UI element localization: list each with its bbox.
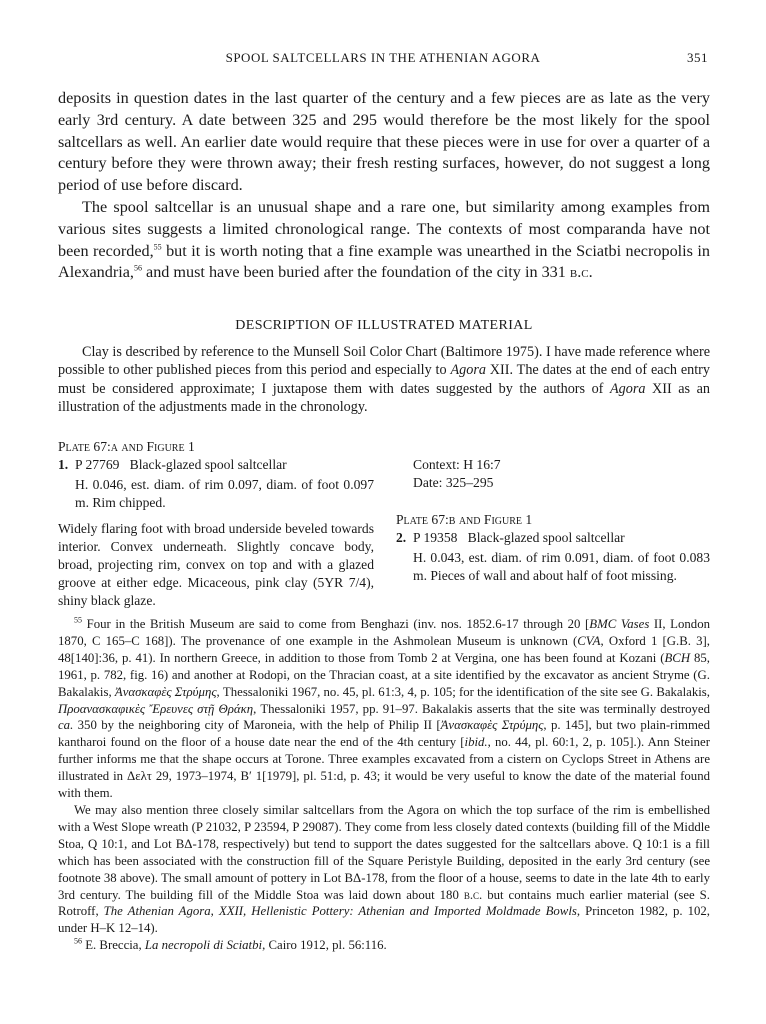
entry-dimensions-1: H. 0.046, est. diam. of rim 0.097, diam. of foot 0.097 m. Rim chipped. <box>75 477 374 510</box>
fn55-t6: , Thessaloniki 1957, pp. 91–97. Bakalakis asserts that the site was terminally destroyed <box>253 701 710 716</box>
paragraph-1: deposits in question dates in the last quarter of the century and a few pieces are as late as the very early 3rd century. A date between 325 and 295 would therefore be the most likely for the spool saltcellars as well. An earlier date would require that these pieces were in use for over a quarter of a century before they were thrown away; their fresh resting surfaces, however, do not suggest a long period of use before discard. <box>58 89 710 195</box>
footnotes <box>58 616 710 954</box>
fn-para2-bc: b.c. <box>463 887 483 902</box>
fn-para2-book: The Athenian Agora, XXII, Hellenistic Pottery: Athenian and Imported Moldmade Bowls <box>103 904 577 919</box>
fn55-t9: , no. 44, pl. 60:1, 2, p. 105].). Ann Steiner further informs me that the shape occurs at Torone. Three examples excavated from a cistern on Cyclops Street in Athens are illustrated in Δελτ 29, 1973–1974, Βʹ 1[1979], pl. 51:d, p. 43; it would be very useful to know the date of the material found with them. <box>58 735 710 801</box>
intro-text-a: Clay is described by reference to the Munsell Soil Color Chart (Baltimore 1975). I have made reference where possible to other published pieces from this period and especially to <box>58 344 710 379</box>
page-number: 351 <box>687 50 708 65</box>
fn55-t3: , Oxford 1 [G.B. 3], 48[140]:36, p. 41). In northern Greece, in addition to those from Tomb 2 at Vergina, one has been found at Kozani ( <box>58 633 710 665</box>
fn55-t8: , p. 145], but two plain-rimmed kantharoi found on the floor of a house date near the end of the 4th century [ <box>58 718 710 750</box>
fn55-t7: 350 by the neighboring city of Maroneia, with the help of Philip II [ <box>73 718 441 733</box>
fn55-greek-3: Ἀνασκαφὲς Στρύμης <box>440 718 544 733</box>
intro-agora-italic: Agora <box>450 362 486 379</box>
fn55-t4: 85, 1961, p. 782, fig. 16) and another at Rodopi, on the Thracian coast, at a site identified by the excavator as ancient Stryme (G. Bakalakis, <box>58 650 710 699</box>
footnote-ref-56[interactable]: 56 <box>133 263 142 273</box>
entry-heading-2 <box>396 529 710 547</box>
footnote-ref-55[interactable]: 55 <box>153 242 162 252</box>
plate-reference-1: Plate 67:a and Figure 1 <box>58 439 195 454</box>
footnote-55 <box>58 616 710 802</box>
catalogue-column-right <box>396 456 710 585</box>
entry-description-1: Widely flaring foot with broad underside beveled towards interior. Convex underneath. Slightly concave body, broad, projecting rim, convex on top and with a glazed groove at either edge. Micaceous, pink clay (5YR 7/4), shiny black glaze. <box>58 521 374 608</box>
section-intro <box>58 343 710 417</box>
fn-para2-t2: but contains much earlier material (see S. Rotroff, <box>58 887 710 919</box>
entry-title-1: Black-glazed spool saltcellar <box>129 457 287 472</box>
fn55-bch: BCH <box>664 650 691 665</box>
fn56-title: La necropoli di Sciatbi <box>144 938 263 953</box>
catalogue-entry-1 <box>58 438 374 610</box>
plate-reference-2: Plate 67:b and Figure 1 <box>396 512 533 527</box>
fn55-t5: , Thessaloniki 1967, no. 45, pl. 61:3, 4, p. 105; for the identification of the site see G. Bakalakis, <box>216 684 710 699</box>
entry-id-1: P 27769 <box>75 457 120 472</box>
intro-text-c: XII as an illustration of the adjustments made in the chronology. <box>58 380 711 416</box>
entry-dimensions-2: H. 0.043, est. diam. of rim 0.091, diam. of foot 0.083 m. Pieces of wall and about half of foot missing. <box>413 550 710 583</box>
paragraph-2-text-c: and must have been buried after the foundation of the city in 331 <box>141 263 570 282</box>
entry-number-1: 1. <box>58 457 69 472</box>
paragraph-2-text-b: but it is worth noting that a fine example was unearthed in the Sciatbi necropolis in Alexandria, <box>58 241 710 282</box>
fn56-t1: E. Breccia, <box>82 938 145 953</box>
footnote-55-continued <box>58 802 710 937</box>
footnote-mark-55: 55 <box>74 615 82 625</box>
bc-abbrev: b.c. <box>569 263 593 282</box>
fn55-bmc: BMC Vases <box>589 617 650 631</box>
entry-number-2: 2. <box>396 530 407 545</box>
intro-text-b: XII. The dates at the end of each entry must be considered approximate; I juxtapose them with dates suggested by the authors of <box>58 362 710 397</box>
footnote-mark-56: 56 <box>74 936 82 946</box>
fn55-ca: ca. <box>58 718 74 733</box>
entry-date-1: Date: 325–295 <box>413 475 494 490</box>
entry-id-2: P 19358 <box>413 530 458 545</box>
fn55-greek-1: Ἀνασκαφὲς Στρύμης <box>114 684 217 699</box>
fn55-ibid: ibid. <box>464 735 488 750</box>
intro-paragraph <box>58 343 710 417</box>
main-text <box>58 88 710 284</box>
entry-context-1: Context: H 16:7 <box>413 457 501 472</box>
running-title: SPOOL SALTCELLARS IN THE ATHENIAN AGORA <box>225 50 541 65</box>
entry-title-2: Black-glazed spool saltcellar <box>467 530 625 545</box>
fn55-greek-2: Προανασκαφικὲς Ἔρευνες στῇ Θράκη <box>58 701 254 716</box>
paragraph-2 <box>58 197 710 284</box>
running-header <box>58 50 708 70</box>
fn56-t2: , Cairo 1912, pl. 56:116. <box>262 938 387 953</box>
footnote-56 <box>58 937 710 954</box>
fn55-t2: II, London 1870, C 165–C 168]). The provenance of one example in the Ashmolean Museum is unknown ( <box>58 617 710 648</box>
fn-para2-t1: We may also mention three closely similar saltcellars from the Agora on which the top surface of the rim is embellished with a West Slope wreath (P 21032, P 23594, P 29087). They come from less closely dated contexts (building fill of the Middle Stoa, Q 10:1, and Lot BΔ-178, respectively) but tend to support the dates suggested for the saltcellars above. Q 10:1 is a fill which has been associated with the construction fill of the Square Peristyle Building, deposited in the early 3rd century (see footnote 38 above). The small amount of pottery in Lot BΔ-178, from the floor of a house, seems to date in the late 4th to early 3rd century. The building fill of the Middle Stoa was laid down about 180 <box>58 802 710 902</box>
entry-heading-1 <box>58 456 374 474</box>
fn55-t1: Four in the British Museum are said to come from Benghazi (inv. nos. 1852.6-17 through 20 [ <box>82 617 590 631</box>
section-heading: DESCRIPTION OF ILLUSTRATED MATERIAL <box>235 318 533 333</box>
intro-agora-italic-2: Agora <box>609 380 646 397</box>
fn55-cva: CVA <box>577 633 601 648</box>
fn-para2-t3: , Princeton 1982, p. 102, under H–K 12–14). <box>58 904 711 936</box>
paragraph-2-text-a: The spool saltcellar is an unusual shape and a rare one, but similarity among examples from various sites suggests a limited chronological range. The contexts of most comparanda have not been recorded, <box>58 197 710 260</box>
